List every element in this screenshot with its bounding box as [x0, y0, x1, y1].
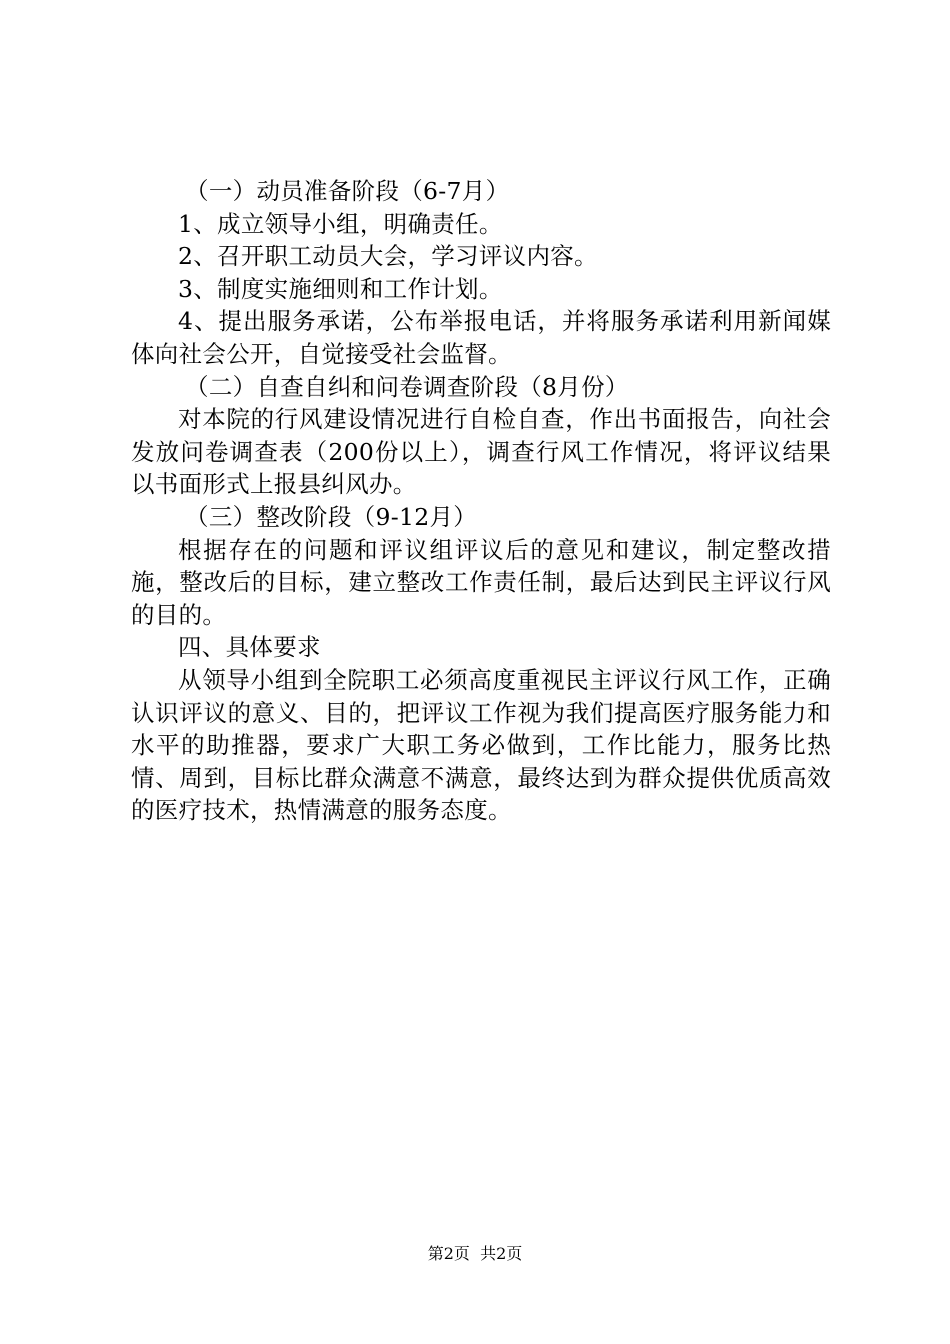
stage1-item1: 1、成立领导小组，明确责任。 — [178, 209, 503, 238]
stage2-heading: （二）自查自纠和问卷调查阶段（8月份） — [185, 372, 629, 401]
stage1-item2: 2、召开职工动员大会，学习评议内容。 — [178, 242, 598, 271]
stage3-heading: （三）整改阶段（9-12月） — [185, 502, 478, 531]
stage1-heading: （一）动员准备阶段（6-7月） — [185, 177, 510, 205]
section4-heading: 四、具体要求 — [178, 633, 321, 662]
stage1-item3: 3、制度实施细则和工作计划。 — [178, 274, 503, 303]
page-footer — [0, 1244, 950, 1264]
page-number-label: 第2页 共2页 — [427, 1244, 523, 1263]
document-body — [131, 175, 831, 827]
section4-body: 从领导小组到全院职工必须高度重视民主评议行风工作，正确认识评议的意义、目的，把评议工作视为我们提高医疗服务能力和水平的助推器，要求广大职工务必做到，工作比能力，服务比热情、周到，目标比群众满意不满意，最终达到为群众提供优质高效的医疗技术，热情满意的服务态度。 — [131, 665, 831, 825]
stage1-item4: 4、提出服务承诺，公布举报电话，并将服务承诺利用新闻媒体向社会公开，自觉接受社会监督。 — [131, 307, 831, 368]
stage3-body: 根据存在的问题和评议组评议后的意见和建议，制定整改措施，整改后的目标，建立整改工作责任制，最后达到民主评议行风的目的。 — [131, 535, 831, 629]
stage2-body: 对本院的行风建设情况进行自检自查，作出书面报告，向社会发放问卷调查表（200份以上），调查行风工作情况，将评议结果以书面形式上报县纠风办。 — [131, 405, 831, 499]
